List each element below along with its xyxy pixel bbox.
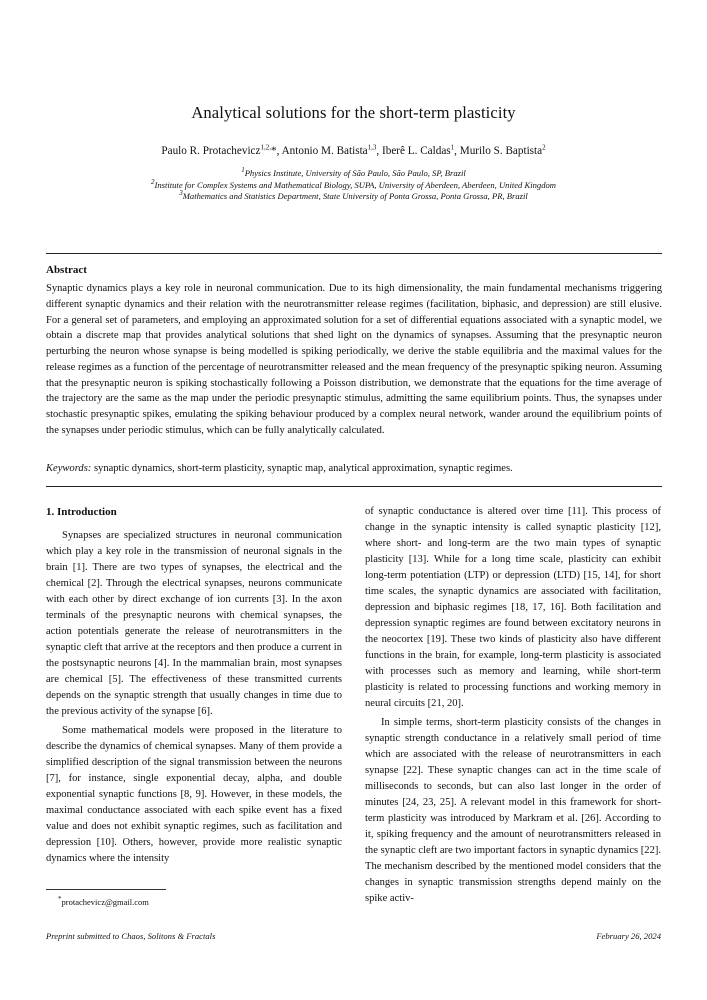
affiliation: $^1$Physics Institute, University of São Paulo, São Paulo, SP, Brazil xyxy=(241,166,466,178)
footer-date: February 26, 2024 xyxy=(596,931,661,941)
footnote: *protachevicz@gmail.com xyxy=(58,895,149,907)
author: Paulo R. Protachevicz$^{1,2,}$*, xyxy=(161,143,282,157)
footnote-email: protachevicz@gmail.com xyxy=(61,896,149,907)
paragraph: Some mathematical models were proposed in the literature to describe the dynamics of chemical synapses. Many of them provide a simplified description of the signal transmission between the neurons [7], for instance, single exponential decay, alpha, and double exponential synaptic functions [8, 9]. However, in these models, the maximal conductance associated with each spike event has a fixed value and does not exhibit synaptic regimes, such as facilitation and depression [10]. Others, however, provide more realistic synaptic dynamics where the intensity xyxy=(46,725,342,864)
footnote-rule xyxy=(46,889,166,890)
author: Antonio M. Batista$^{1,3}$, xyxy=(281,143,382,157)
abstract-top-rule xyxy=(46,253,662,254)
abstract-bottom-rule xyxy=(46,486,662,487)
affiliation: $^3$Mathematics and Statistics Department, State University of Ponta Grossa, Ponta Grossa, PR, Brazil xyxy=(179,189,528,201)
left-column xyxy=(46,528,342,867)
author: Murilo S. Baptista$^2$ xyxy=(459,143,546,157)
affiliation: $^2$Institute for Complex Systems and Mathematical Biology, SUPA, University of Aberdeen, Aberdeen, United Kingdom xyxy=(150,178,557,190)
section-heading: 1. Introduction xyxy=(46,506,117,518)
author: Iberê L. Caldas$^1$, xyxy=(382,143,460,157)
right-column xyxy=(365,504,661,907)
paragraph: of synaptic conductance is altered over time [11]. This process of change in the synaptic intensity is called synaptic plasticity [12], where short- and long-term are the two main types of synaptic plasticity [13]. While for a long time scale, plasticity can exhibit long-term potentiation (LTP) or depression (LTD) [15, 14], for short time scales, the synaptic dynamics are associated with facilitation, depression and biphasic regimes [18, 17, 16]. Both facilitation and depression synaptic regimes are found between excitatory neurons in the neocortex [19]. These two kinds of plasticity also have different functions in the brain, for example, long-term plasticity is associated with processes such as memory and learning, while short-term plasticity is related to processing functions and working memory in neural circuits [21, 20]. xyxy=(365,506,661,709)
paragraph: Synapses are specialized structures in neuronal communication which play a key role in the transmission of neuronal signals in the brain [1]. There are two types of synapses, the electrical and the chemical [2]. Through the electrical synapses, neurons communicate with each other by direct exchange of ion currents [3]. In the axon terminals of the presynaptic neurons with chemical synapses, the action potentials generate the release of neurotransmitters in the synaptic cleft that arrive at the receptors and then produce a current in the postsynaptic neurons [4]. In the mammalian brain, most synapses are chemical [5]. The effectiveness of these transmitted currents depends on the synaptic strength that usually changes in time due to the previous activity of the synapse [6]. xyxy=(46,530,342,717)
keywords-label: Keywords: xyxy=(46,463,92,474)
author-list xyxy=(0,143,707,157)
keywords-text: synaptic dynamics, short-term plasticity, synaptic map, analytical approximation, synaptic regimes. xyxy=(93,463,513,474)
paper-title: Analytical solutions for the short-term plasticity xyxy=(191,103,516,122)
footer-preprint: Preprint submitted to Chaos, Solitons & Fractals xyxy=(46,931,216,941)
footnote-marker: * xyxy=(270,144,277,157)
keywords xyxy=(46,463,662,474)
abstract-text: Synaptic dynamics plays a key role in neuronal communication. Due to its high dimensionality, the main fundamental mechanisms triggering different synaptic dynamics and their relation with the neurotransmitter release regimes (facilitation, biphasic, and depression) are still elusive. For a general set of parameters, and employing an approximated solution for a set of differential equations associated with a synaptic model, we obtain a discrete map that provides analytical solutions that shed light on the dynamics of synapses. Assuming that the presynaptic neuron perturbing the neuron whose synapse is being modelled is spiking periodically, we derive the stable equilibria and the maximal values for the release regimes as a function of the percentage of neurotransmitter released and the mean frequency of the presynaptic spiking neuron. Assuming that the presynaptic neuron is spiking stochastically following a Poisson distribution, we demonstrate that the equations for the time average of the trajectory are the same as the map under the periodic presynaptic stimulus, admitting the same equilibrium points. Thus, the synapses under stochastic presynaptic spikes, emulating the spiking behaviour produced by a complex neural network, wander around the equilibrium points of the synapses under periodic stimulus, which can be fully analytically calculated. xyxy=(46,283,662,436)
paragraph: In simple terms, short-term plasticity consists of the changes in synaptic strength conductance in a relatively small period of time which are associated with the release of neurotransmitters in each synapse [22]. These synaptic changes can act in the time scale of milliseconds to seconds, but can also last longer in the order of minutes [24, 23, 25]. A relevant model in this framework for short-term plasticity was introduced by Markram et al. [26]. According to it, spiking frequency and the amount of neurotransmitters released in the synaptic cleft are two important factors in synaptic dynamics [22]. The mechanism described by the mentioned model considers that the changes in synaptic transmission strengths depend mainly on the spike activ- xyxy=(365,717,661,904)
abstract-heading: Abstract xyxy=(46,264,87,276)
